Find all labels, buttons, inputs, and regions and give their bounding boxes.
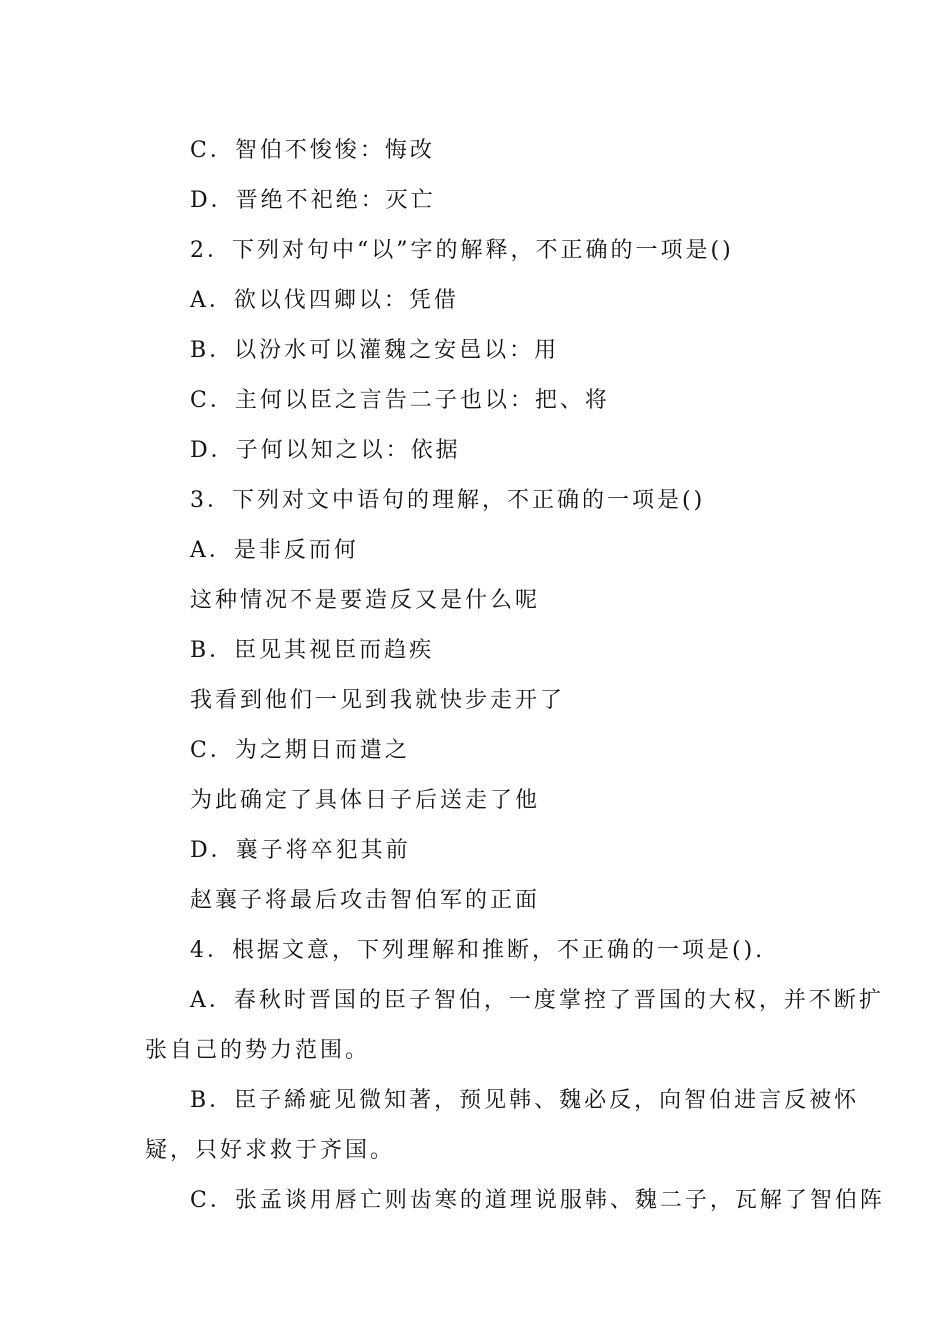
q2-option-a: A．欲以伐四卿以：凭借 [190,288,459,313]
q3-option-c: C．为之期日而遣之 [190,738,410,763]
q2-option-b: B．以汾水可以灌魏之安邑以：用 [190,338,560,363]
q4-option-c: C．张孟谈用唇亡则齿寒的道理说服韩、魏二子，瓦解了智伯阵 [190,1188,885,1213]
q3-option-a: A．是非反而何 [190,538,359,563]
question-4: 4．根据文意，下列理解和推断，不正确的一项是(). [190,938,766,963]
option-c-line: C．智伯不悛悛：悔改 [190,138,435,163]
q4-option-b-continued: 疑，只好求救于齐国。 [145,1138,396,1163]
option-d-line: D．晋绝不祀绝：灭亡 [190,188,436,213]
q4-option-a-continued: 张自己的势力范围。 [145,1038,371,1063]
q3-option-b: B．臣见其视臣而趋疾 [190,638,435,663]
q3-option-b-translation: 我看到他们一见到我就快步走开了 [190,688,566,713]
question-3: 3．下列对文中语句的理解，不正确的一项是() [190,488,706,513]
q2-option-d: D．子何以知之以：依据 [190,438,461,463]
question-2: 2．下列对句中“以”字的解释，不正确的一项是() [190,238,734,263]
q3-option-d-translation: 赵襄子将最后攻击智伯军的正面 [190,888,541,913]
q4-option-a: A．春秋时晋国的臣子智伯，一度掌控了晋国的大权，并不断扩 [190,988,884,1013]
q2-option-c: C．主何以臣之言告二子也以：把、将 [190,388,610,413]
q3-option-a-translation: 这种情况不是要造反又是什么呢 [190,588,541,613]
q3-option-d: D．襄子将卒犯其前 [190,838,411,863]
q4-option-b: B．臣子絺疵见微知著，预见韩、魏必反，向智伯进言反被怀 [190,1088,860,1113]
q3-option-c-translation: 为此确定了具体日子后送走了他 [190,788,541,813]
